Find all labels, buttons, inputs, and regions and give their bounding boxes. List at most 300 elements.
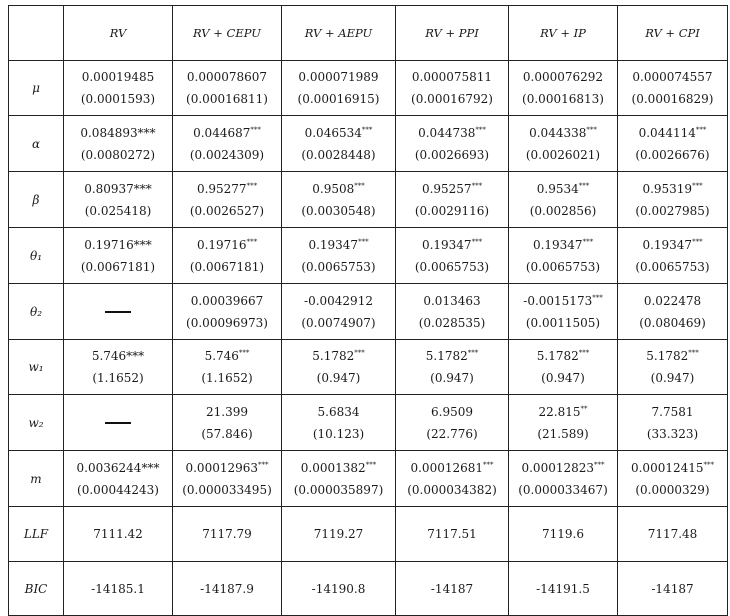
estimate-text: 0.00019485 [81,70,155,84]
cell-content [64,126,172,162]
estimate-value [396,70,508,84]
estimate-text: 0.19347 [642,237,693,252]
significance-marker: *** [471,237,483,246]
cell-content [396,582,508,596]
standard-error: (0.947) [316,371,361,385]
cell-content [396,238,508,274]
estimate-value [618,294,727,308]
estimate-text: 0.0001382 [300,460,366,475]
table-cell [618,116,728,172]
standard-error: (0.0028448) [301,147,376,162]
table-cell [64,116,173,172]
table-cell [509,562,618,616]
estimate-text: 0.95257 [421,181,472,196]
cell-content [509,126,617,162]
row-label: μ [9,61,64,116]
row-label: α [9,116,64,172]
standard-error: (10.123) [312,426,365,441]
estimate-text: -0.0015173 [523,293,593,308]
significance-marker: *** [692,237,703,246]
cell-content [173,527,281,541]
cell-content [173,461,281,497]
column-header-rv-aepu: RV + AEPU [282,6,396,61]
standard-error: (0.00016811) [186,92,268,106]
estimate-text: 0.95277 [196,181,247,196]
estimate-value [282,294,395,308]
table-cell [618,172,728,228]
significance-marker: *** [238,349,250,357]
standard-error: (0.0067181) [189,259,265,274]
cell-content [509,405,617,441]
header-row [9,6,728,61]
estimate-value [64,582,172,596]
standard-error: (0.0026021) [525,147,601,162]
estimate-text: 0.19347 [421,237,472,252]
not-applicable-dash [105,311,131,313]
table-cell [396,507,509,562]
significance-marker: *** [354,181,365,190]
estimate-value [173,405,281,419]
standard-error: (0.025418) [84,203,152,218]
estimate-text: 6.9509 [431,404,473,419]
standard-error: (0.0065753) [525,259,601,274]
cell-content [618,349,727,385]
standard-error: (0.0065753) [414,259,490,274]
standard-error: (0.0030548) [301,203,376,218]
row-label: BIC [9,562,64,616]
estimate-text: -14185.1 [91,581,145,596]
estimate-text: 0.80937*** [84,181,152,196]
cell-content [282,182,395,218]
estimate-value [509,182,617,196]
standard-error: (0.0065753) [301,259,376,274]
estimate-value [396,238,508,252]
standard-error: (0.00016813) [522,92,604,106]
estimate-text: 0.000071989 [298,70,379,84]
estimate-value [282,70,395,84]
estimate-text: 0.044738 [418,125,476,140]
row-label: w₁ [9,340,64,395]
estimate-value [282,527,395,541]
table-row [9,61,728,116]
significance-marker: *** [358,237,369,246]
table-cell [64,451,173,507]
estimate-value [509,126,617,140]
estimate-text: 7119.6 [542,527,584,541]
cell-content [396,182,508,218]
estimate-text: 0.0036244*** [76,460,160,475]
table-cell [173,507,282,562]
standard-error: (0.0027985) [635,203,710,218]
estimate-value [173,182,281,196]
cell-content [173,70,281,106]
table-cell [173,172,282,228]
standard-error: (0.0029116) [414,203,490,218]
cell-content [173,182,281,218]
significance-marker: *** [578,349,590,357]
cell-content [396,461,508,497]
estimate-text: -14187.9 [200,581,254,596]
estimate-value [618,182,727,196]
table-cell [64,228,173,284]
estimate-value [282,349,395,363]
standard-error: (0.00016829) [631,92,714,106]
cell-content [509,238,617,274]
standard-error: (0.00016792) [411,92,493,106]
table-cell [618,395,728,451]
table-cell [396,61,509,116]
cell-content [64,582,172,596]
table-cell [282,116,396,172]
estimate-text: 7111.42 [93,527,143,541]
significance-marker: *** [703,460,715,469]
estimate-text: 0.19347 [532,237,583,252]
cell-content [618,405,727,441]
table-cell [282,284,396,340]
estimate-text: 22.815 [538,404,581,419]
standard-error: (0.000034382) [407,482,497,497]
table-cell [509,61,618,116]
cell-content [173,238,281,274]
estimate-value [282,582,395,596]
estimate-value [64,238,172,252]
significance-marker: *** [246,237,258,246]
cell-content [509,294,617,330]
table-cell [64,395,173,451]
cell-content [173,294,281,330]
standard-error: (0.0001593) [80,92,156,106]
table-cell [396,451,509,507]
table-cell [64,284,173,340]
estimate-value [173,126,281,140]
estimate-value [618,527,727,541]
standard-error: (0.028535) [418,315,486,330]
estimate-text: 0.00012415 [630,460,704,475]
cell-content [173,126,281,162]
table-row [9,116,728,172]
cell-content [282,527,395,541]
table-row [9,562,728,616]
standard-error: (0.00044243) [77,482,159,497]
table-cell [509,507,618,562]
estimate-value [173,349,281,363]
estimate-value [282,126,395,140]
estimate-text: -14190.8 [311,581,366,596]
column-header-rv-cpi: RV + CPI [618,6,728,61]
table-cell [64,172,173,228]
cell-content [396,349,508,385]
table-cell [282,507,396,562]
estimate-text: 0.044338 [529,125,587,140]
estimate-value [509,294,617,308]
row-label: θ₁ [9,228,64,284]
table-row [9,395,728,451]
table-cell [509,228,618,284]
cell-content [64,527,172,541]
estimate-text: 5.746*** [91,349,145,363]
cell-content [282,238,395,274]
estimate-value [509,527,617,541]
cell-content [509,582,617,596]
significance-marker: *** [578,181,590,190]
table-cell [396,562,509,616]
table-cell [396,172,509,228]
estimate-text: 0.000076292 [522,70,604,84]
column-header-rv: RV [64,6,173,61]
cell-content [282,294,395,330]
estimate-value [173,461,281,475]
estimate-text: -14187 [651,581,694,596]
standard-error: (0.0080272) [80,147,156,162]
significance-marker: *** [594,460,605,469]
estimate-value [173,527,281,541]
table-cell [173,451,282,507]
estimate-value [282,182,395,196]
estimate-text: 5.746 [204,349,239,363]
cell-content [509,349,617,385]
table-cell [509,172,618,228]
estimate-value [618,405,727,419]
estimate-text: 0.00012681 [410,460,484,475]
row-label: w₂ [9,395,64,451]
standard-error: (57.846) [201,426,253,441]
standard-error: (0.002856) [529,203,597,218]
table-body [9,61,728,616]
estimate-value [396,126,508,140]
significance-marker: *** [365,460,377,469]
cell-content [173,405,281,441]
estimate-value [396,461,508,475]
row-label: m [9,451,64,507]
estimate-text: 7117.51 [427,527,477,541]
table-cell [509,284,618,340]
standard-error: (21.589) [537,426,589,441]
estimate-value [618,582,727,596]
estimate-text: 7.7581 [651,404,694,419]
cell-content [618,461,727,497]
estimate-text: 7117.79 [202,527,252,541]
table-cell [509,451,618,507]
significance-marker: *** [592,293,603,302]
standard-error: (1.1652) [201,371,253,385]
significance-marker: *** [483,460,494,469]
significance-marker: *** [695,125,707,134]
table-cell [282,228,396,284]
significance-marker: ** [580,404,588,413]
table-row [9,284,728,340]
estimate-value [396,294,508,308]
table-cell [396,284,509,340]
estimate-value [396,405,508,419]
standard-error: (0.000033467) [518,482,608,497]
standard-error: (0.0026676) [635,147,710,162]
significance-marker: *** [258,460,269,469]
table-cell [618,340,728,395]
row-label: θ₂ [9,284,64,340]
significance-marker: *** [467,349,479,357]
table-cell [282,340,396,395]
table-cell [396,340,509,395]
table-cell [173,562,282,616]
estimate-value [396,349,508,363]
table-cell [173,228,282,284]
cell-content [173,349,281,385]
estimate-text: 5.1782 [536,349,579,363]
cell-content [396,527,508,541]
table-cell [396,116,509,172]
estimate-text: 5.1782 [312,349,355,363]
standard-error: (0.00096973) [186,315,268,330]
estimate-text: 5.1782 [646,349,689,363]
standard-error: (1.1652) [92,371,144,385]
table-cell [64,61,173,116]
table-cell [509,340,618,395]
standard-error: (0.947) [541,371,585,385]
table-cell [64,340,173,395]
estimate-text: 0.19716 [196,237,247,252]
row-label: LLF [9,507,64,562]
corner-cell [9,6,64,61]
estimate-text: 0.19716*** [84,237,152,252]
cell-content [282,461,395,497]
significance-marker: *** [582,237,594,246]
table-cell [618,228,728,284]
estimate-value [173,294,281,308]
table-cell [396,228,509,284]
estimate-text: -14191.5 [536,581,590,596]
estimate-text: 0.95319 [642,181,693,196]
significance-marker: *** [586,125,597,134]
significance-marker: *** [471,181,483,190]
cell-content [618,70,727,106]
estimate-text: 0.000075811 [411,70,493,84]
table-cell [509,116,618,172]
cell-content [64,349,172,385]
estimate-text: 0.9508 [312,181,355,196]
cell-content [618,294,727,330]
standard-error: (0.0074907) [301,315,376,330]
standard-error: (0.0000329) [635,482,710,497]
table-row [9,340,728,395]
estimate-text: 0.000078607 [186,70,268,84]
estimate-value [618,70,727,84]
standard-error: (0.000033495) [182,482,272,497]
standard-error: (0.080469) [639,315,706,330]
estimate-value [173,238,281,252]
table-cell [282,172,396,228]
cell-content [618,527,727,541]
cell-content [618,238,727,274]
standard-error: (0.0024309) [189,147,265,162]
table-cell [282,451,396,507]
estimate-value [64,126,172,140]
estimate-value [396,527,508,541]
estimate-text: 0.022478 [643,293,702,308]
cell-content [396,126,508,162]
significance-marker: *** [246,181,258,190]
estimate-text: 0.19347 [308,237,359,252]
estimate-value [618,126,727,140]
standard-error: (0.947) [650,371,695,385]
estimate-text: 0.084893*** [80,125,156,140]
cell-content [509,461,617,497]
significance-marker: *** [354,349,365,357]
cell-content [64,182,172,218]
column-header-rv-ip: RV + IP [509,6,618,61]
cell-content [282,70,395,106]
standard-error: (33.323) [646,426,699,441]
cell-content [396,294,508,330]
estimate-text: 0.00012963 [185,460,259,475]
estimate-value [509,405,617,419]
cell-content [64,70,172,106]
table-cell [282,395,396,451]
estimate-text: -14187 [430,581,474,596]
cell-content [282,126,395,162]
cell-content [282,405,395,441]
estimation-results-table [8,5,728,616]
standard-error: (0.0011505) [525,315,601,330]
estimate-value [618,238,727,252]
column-header-rv-ppi: RV + PPI [396,6,509,61]
significance-marker: *** [250,125,261,134]
table-row [9,228,728,284]
significance-marker: *** [361,125,373,134]
cell-content [396,405,508,441]
cell-content [618,182,727,218]
estimate-text: 21.399 [206,404,248,419]
table-cell [618,562,728,616]
estimate-value [282,238,395,252]
standard-error: (0.0065753) [635,259,710,274]
estimate-value [396,182,508,196]
estimate-value [618,461,727,475]
cell-content [509,70,617,106]
estimate-text: 0.044114 [638,125,696,140]
cell-content [282,349,395,385]
estimate-text: 0.9534 [536,181,579,196]
cell-content [618,126,727,162]
estimate-text: 5.6834 [317,404,360,419]
estimate-value [64,527,172,541]
row-label: β [9,172,64,228]
table-cell [173,284,282,340]
estimate-text: 7119.27 [313,527,364,541]
table-cell [618,507,728,562]
table-cell [618,61,728,116]
not-applicable-dash [105,422,131,424]
cell-content [396,70,508,106]
standard-error: (0.00016915) [297,92,380,106]
cell-content [64,238,172,274]
estimate-value [396,582,508,596]
estimate-text: 0.013463 [423,293,481,308]
table-cell [64,507,173,562]
estimate-value [509,582,617,596]
cell-content [509,527,617,541]
table-cell [509,395,618,451]
results-table-wrapper [8,5,728,616]
estimate-value [64,182,172,196]
estimate-value [173,70,281,84]
standard-error: (0.0026693) [414,147,490,162]
table-cell [173,116,282,172]
estimate-text: 0.00012823 [521,460,595,475]
estimate-value [618,349,727,363]
cell-content [618,582,727,596]
table-cell [173,395,282,451]
standard-error: (22.776) [426,426,478,441]
